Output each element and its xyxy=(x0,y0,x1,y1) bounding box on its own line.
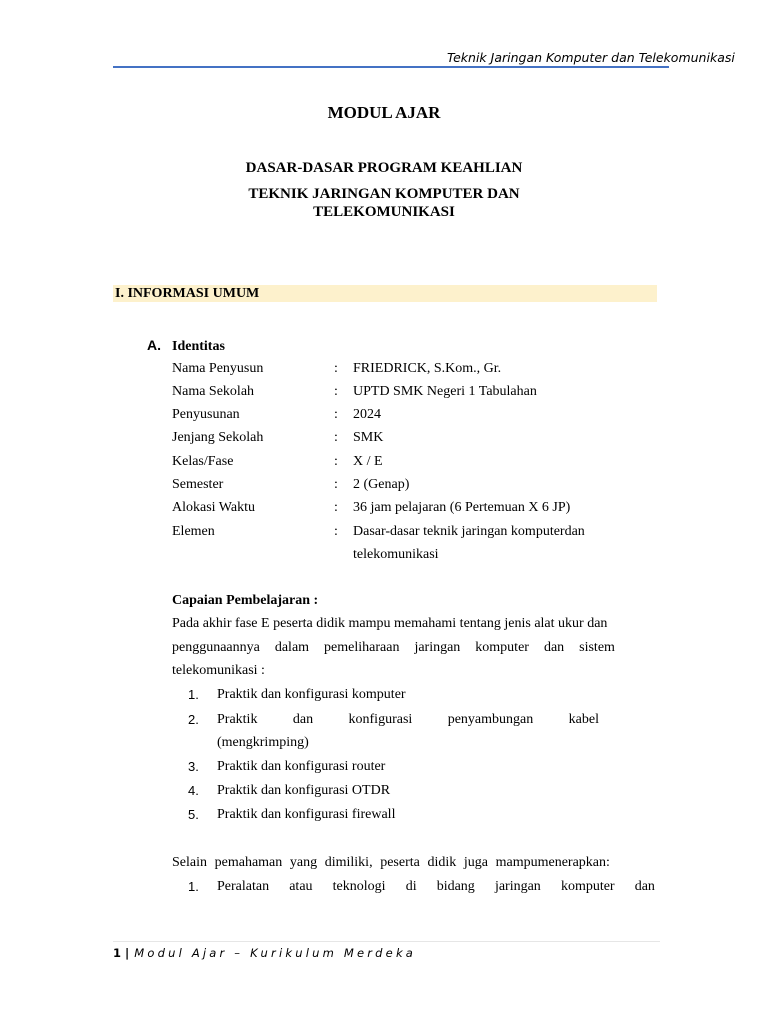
word: kabel xyxy=(568,712,599,727)
document-title: MODUL AJAR xyxy=(327,103,441,122)
selain-paragraph xyxy=(172,851,610,875)
word: teknologi xyxy=(332,879,386,894)
program-subtitle-line1: TEKNIK JARINGAN KOMPUTER DAN xyxy=(248,186,520,202)
list-text: (mengkrimping) xyxy=(217,735,309,750)
word: atau xyxy=(289,879,313,894)
word: juga xyxy=(463,855,488,870)
word: jaringan xyxy=(414,640,461,655)
word: yang xyxy=(289,855,318,870)
word: penggunaannya xyxy=(172,640,260,655)
word: bidang xyxy=(436,879,475,894)
list-number: 1. xyxy=(188,879,199,894)
word: komputer xyxy=(475,640,529,655)
capaian-paragraph-line: telekomunikasi : xyxy=(172,663,265,678)
list-number: 5. xyxy=(188,807,199,822)
word: Praktik xyxy=(217,712,258,727)
page-footer xyxy=(113,944,416,962)
running-header: Teknik Jaringan Komputer dan Telekomunikasi xyxy=(447,50,735,65)
identity-colon: : xyxy=(334,384,338,399)
word: pemahaman xyxy=(214,855,283,870)
identity-colon: : xyxy=(334,361,338,376)
identity-colon: : xyxy=(334,454,338,469)
identity-value: X / E xyxy=(353,454,383,469)
list-text: Praktik dan konfigurasi firewall xyxy=(217,807,396,822)
section-heading-text: I. INFORMASI UMUM xyxy=(115,286,260,301)
capaian-paragraph-line xyxy=(172,636,615,660)
program-subtitle xyxy=(0,185,768,221)
program-title: DASAR-DASAR PROGRAM KEAHLIAN xyxy=(245,160,523,176)
word: peserta xyxy=(380,855,420,870)
word: komputer xyxy=(560,879,615,894)
footer-text: Modul Ajar – Kurikulum Merdeka xyxy=(134,946,417,960)
identity-value: 2 (Genap) xyxy=(353,477,410,492)
program-subtitle-line2: TELEKOMUNIKASI xyxy=(313,204,455,220)
identity-label: Elemen xyxy=(172,524,215,539)
word: penyambungan xyxy=(447,712,534,727)
word: di xyxy=(405,879,417,894)
word: dan xyxy=(543,640,565,655)
subsection-heading: Identitas xyxy=(172,339,225,354)
word: dan xyxy=(634,879,655,894)
list-text: Praktik dan konfigurasi komputer xyxy=(217,687,406,702)
identity-value: 2024 xyxy=(353,407,381,422)
identity-label: Nama Sekolah xyxy=(172,384,255,399)
identity-value: 36 jam pelajaran (6 Pertemuan X 6 JP) xyxy=(353,500,571,515)
identity-label: Nama Penyusun xyxy=(172,361,264,376)
identity-value: SMK xyxy=(353,430,384,445)
list-text xyxy=(217,708,599,732)
identity-label: Jenjang Sekolah xyxy=(172,430,264,445)
page-number: 1 xyxy=(113,946,122,960)
identity-label: Alokasi Waktu xyxy=(172,500,255,515)
list-text xyxy=(217,875,655,899)
word: jaringan xyxy=(494,879,541,894)
identity-colon: : xyxy=(334,524,338,539)
word: didik xyxy=(427,855,457,870)
word: pemeliharaan xyxy=(324,640,400,655)
list-number: 3. xyxy=(188,759,199,774)
footer-separator: | xyxy=(125,946,130,960)
list-number: 1. xyxy=(188,687,199,702)
word: Peralatan xyxy=(217,879,270,894)
identity-value: FRIEDRICK, S.Kom., Gr. xyxy=(353,361,502,376)
word: konfigurasi xyxy=(348,712,413,727)
identity-label: Kelas/Fase xyxy=(172,454,234,469)
subsection-identitas xyxy=(147,337,225,355)
word: dalam xyxy=(274,640,310,655)
identity-colon: : xyxy=(334,407,338,422)
identity-colon: : xyxy=(334,430,338,445)
capaian-paragraph-line: Pada akhir fase E peserta didik mampu memahami tentang jenis alat ukur dan xyxy=(172,616,608,631)
list-number: 4. xyxy=(188,783,199,798)
identity-colon: : xyxy=(334,500,338,515)
capaian-heading: Capaian Pembelajaran : xyxy=(172,593,319,608)
word: Selain xyxy=(172,855,207,870)
section-heading-informasi-umum xyxy=(113,285,657,302)
identity-value: UPTD SMK Negeri 1 Tabulahan xyxy=(353,384,537,399)
identity-label: Semester xyxy=(172,477,224,492)
identity-value-continuation: telekomunikasi xyxy=(353,547,439,562)
word: dan xyxy=(292,712,314,727)
footer-divider xyxy=(113,941,660,942)
word: mampumenerapkan: xyxy=(495,855,610,870)
identity-colon: : xyxy=(334,477,338,492)
word: dimiliki, xyxy=(324,855,373,870)
list-number: 2. xyxy=(188,712,199,727)
list-text: Praktik dan konfigurasi router xyxy=(217,759,386,774)
word: sistem xyxy=(579,640,615,655)
list-text: Praktik dan konfigurasi OTDR xyxy=(217,783,391,798)
subsection-letter: A. xyxy=(147,337,161,353)
identity-value: Dasar-dasar teknik jaringan komputerdan xyxy=(353,524,585,539)
header-divider xyxy=(113,66,669,68)
identity-label: Penyusunan xyxy=(172,407,240,422)
